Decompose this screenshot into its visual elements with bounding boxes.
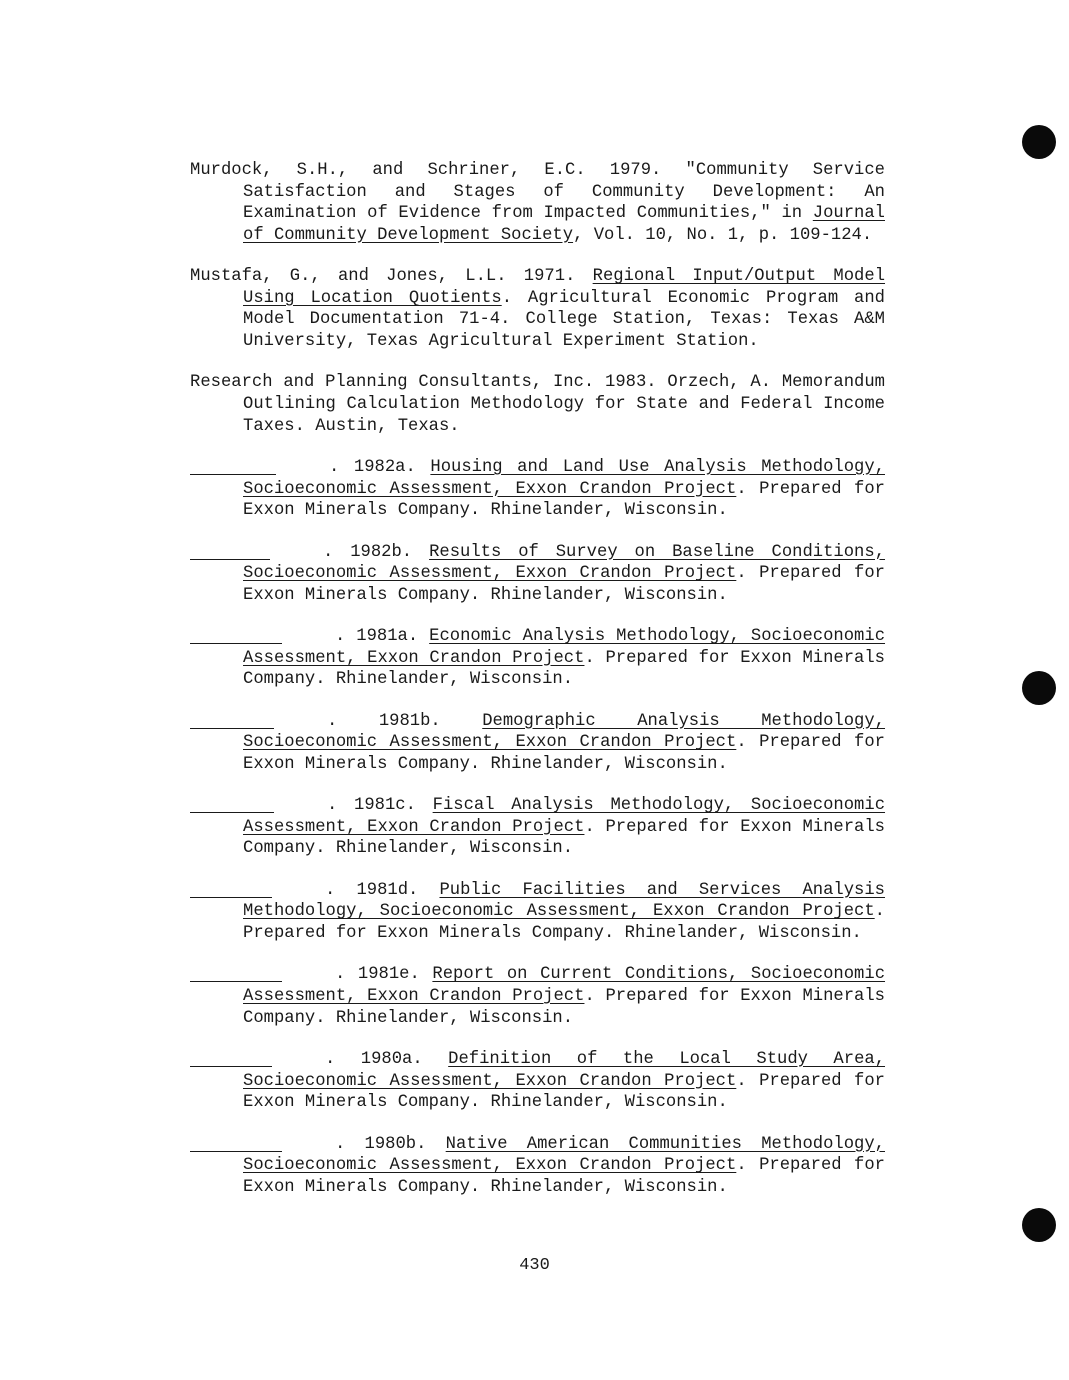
reference-title: Housing and Land Use Analysis Methodology, Socioeconomic Assessment, Exxon Crandon Project	[243, 457, 885, 499]
reference-text: . Prepared for Exxon Minerals Company. Rhinelander, Wisconsin.	[243, 733, 885, 774]
reference-title: Regional Input/Output Model Using Location Quotients	[243, 267, 886, 308]
reference-text: , Vol. 10, No. 1, p. 109-124.	[573, 225, 873, 245]
reference-text: . Prepared for Exxon Minerals Company. Rhinelander, Wisconsin.	[243, 1071, 885, 1113]
reference-year: . 1981d.	[325, 880, 440, 900]
sub-reference-entry	[190, 880, 885, 945]
reference-title: Demographic Analysis Methodology, Socioeconomic Assessment, Exxon Crandon Project	[243, 711, 886, 753]
reference-year: . 1980b.	[335, 1134, 446, 1154]
ditto-rule	[190, 457, 276, 475]
sub-reference-entry	[190, 964, 885, 1029]
page-number: 430	[519, 1256, 550, 1275]
reference-title: Journal of Community Development Society	[243, 204, 885, 245]
reference-entry	[190, 372, 885, 437]
reference-title: Results of Survey on Baseline Conditions, Socioeconomic Assessment, Exxon Crandon Project	[243, 542, 886, 584]
reference-text: . Prepared for Exxon Minerals Company. Rhinelander, Wisconsin.	[243, 902, 885, 943]
reference-title: Definition of the Local Study Area, Socioeconomic Assessment, Exxon Crandon Project	[243, 1049, 886, 1091]
reference-year: . 1982a.	[329, 457, 431, 477]
reference-text: . Prepared for Exxon Minerals Company. Rhinelander, Wisconsin.	[243, 648, 885, 690]
ditto-rule	[190, 880, 272, 898]
ditto-rule	[190, 795, 274, 813]
reference-text: . Agricultural Economic Program and Model Documentation 71-4. College Station, Texas: Texas A&M University, Texas Agricultural Experiment Station.	[243, 288, 886, 351]
reference-year: . 1981e.	[335, 965, 433, 985]
reference-text: . Prepared for Exxon Minerals Company. Rhinelander, Wisconsin.	[243, 986, 885, 1028]
ditto-rule	[190, 542, 270, 560]
binder-hole-middle	[1022, 671, 1056, 705]
sub-reference-entry	[190, 1049, 885, 1114]
reference-text: . Prepared for Exxon Minerals Company. Rhinelander, Wisconsin.	[243, 817, 885, 859]
reference-title: Public Facilities and Services Analysis Methodology, Socioeconomic Assessment, Exxon Crandon Project	[243, 880, 885, 922]
reference-year: . 1982b.	[323, 542, 430, 562]
reference-text: . Prepared for Exxon Minerals Company. Rhinelander, Wisconsin.	[243, 1156, 885, 1197]
sub-reference-entry	[190, 542, 885, 607]
reference-entry	[190, 160, 885, 246]
reference-title: Native American Communities Methodology, Socioeconomic Assessment, Exxon Crandon Project	[243, 1134, 885, 1176]
ditto-rule	[190, 1134, 282, 1152]
reference-list	[190, 160, 885, 1218]
reference-entry	[190, 266, 885, 352]
reference-text: Research and Planning Consultants, Inc. 1983. Orzech, A. Memorandum Outlining Calculation Methodology for State and Federal Income Taxes. Austin, Texas.	[190, 373, 885, 436]
reference-year: . 1980a.	[325, 1049, 449, 1069]
reference-title: Economic Analysis Methodology, Socioeconomic Assessment, Exxon Crandon Project	[243, 627, 886, 668]
sub-reference-entry	[190, 1134, 885, 1199]
reference-text: . Prepared for Exxon Minerals Company. Rhinelander, Wisconsin.	[243, 479, 885, 521]
ditto-rule	[190, 1049, 272, 1067]
reference-title: Fiscal Analysis Methodology, Socioeconomic Assessment, Exxon Crandon Project	[243, 796, 886, 837]
sub-reference-entry	[190, 457, 885, 522]
binder-hole-top	[1022, 125, 1056, 159]
reference-year: . 1981a.	[335, 627, 430, 647]
reference-text: Murdock, S.H., and Schriner, E.C. 1979. "Community Service Satisfaction and Stages of Community Development: An Examination of Evidence from Impacted Communities," in	[190, 161, 885, 224]
sub-reference-entry	[190, 711, 885, 776]
reference-text: Mustafa, G., and Jones, L.L. 1971.	[190, 267, 593, 287]
sub-reference-entry	[190, 626, 885, 691]
reference-text: . Prepared for Exxon Minerals Company. Rhinelander, Wisconsin.	[243, 564, 885, 605]
ditto-rule	[190, 626, 282, 644]
reference-year: . 1981b.	[327, 711, 483, 731]
ditto-rule	[190, 711, 274, 729]
sub-reference-entry	[190, 795, 885, 860]
ditto-rule	[190, 964, 282, 982]
reference-title: Report on Current Conditions, Socioeconomic Assessment, Exxon Crandon Project	[243, 965, 886, 1006]
binder-hole-bottom	[1022, 1208, 1056, 1242]
reference-year: . 1981c.	[327, 796, 433, 816]
